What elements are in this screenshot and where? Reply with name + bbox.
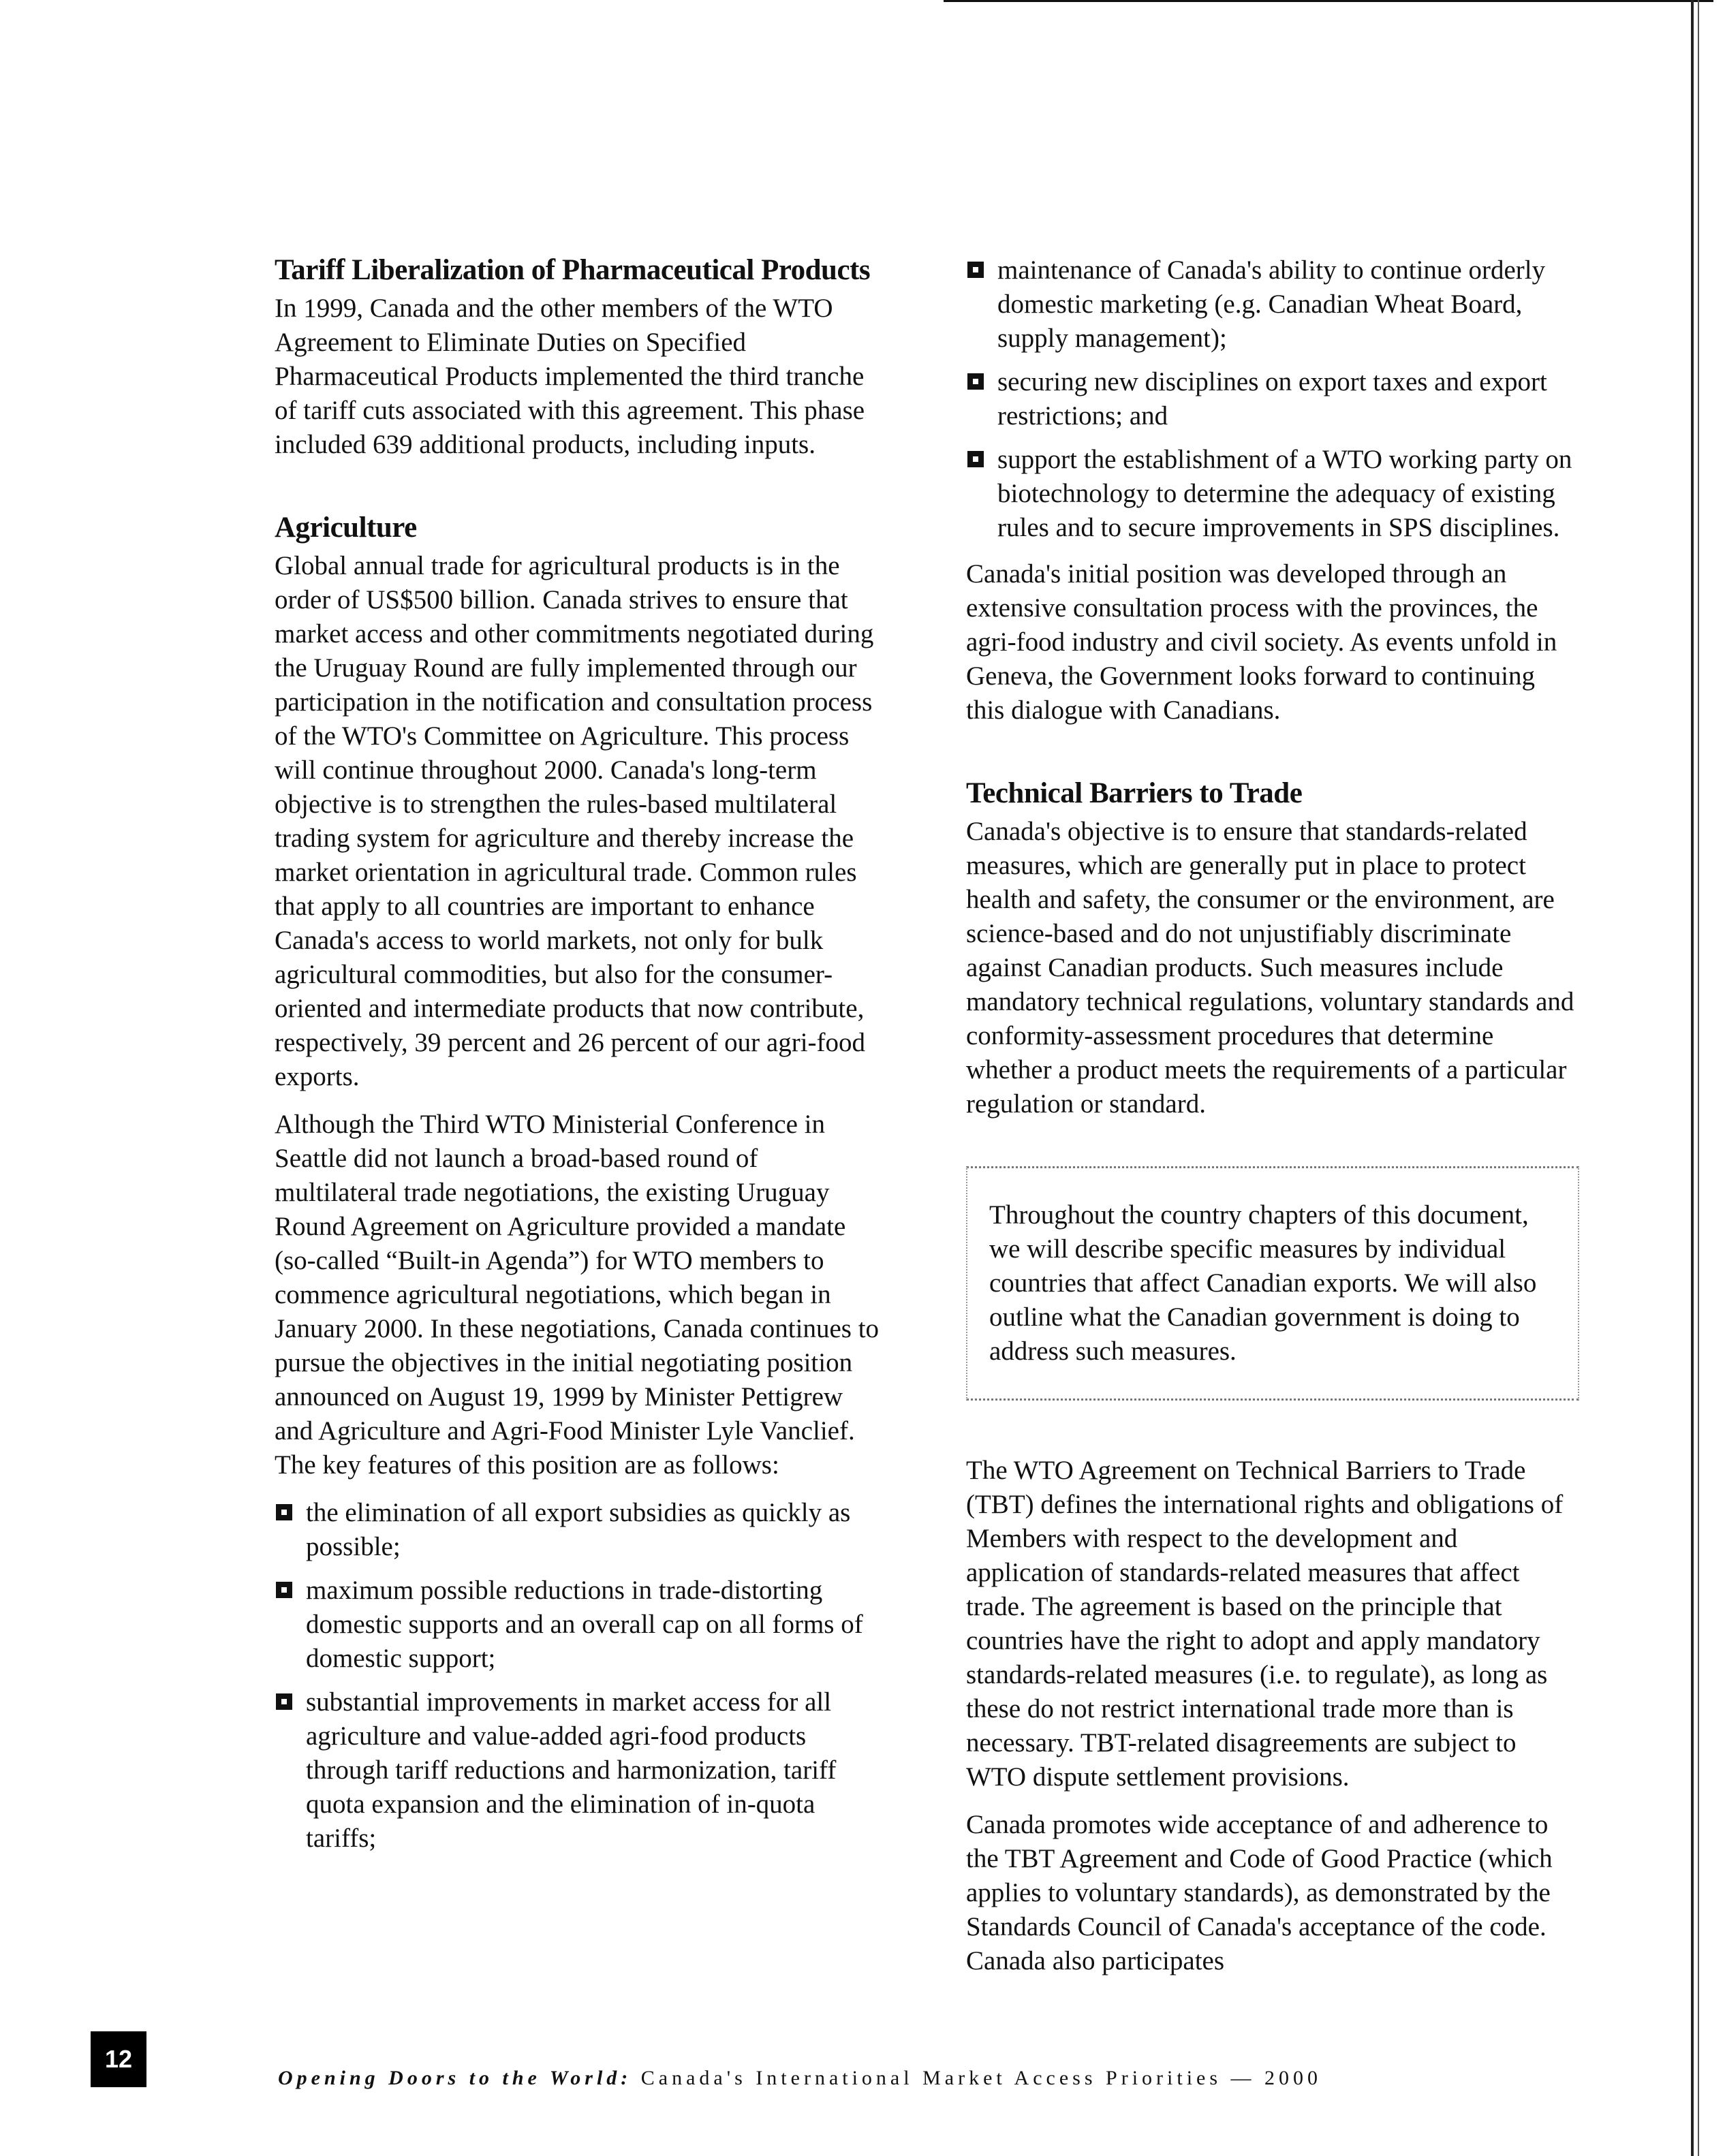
- paragraph-pharmaceutical: In 1999, Canada and the other members of the WTO Agreement to Eliminate Duties on Specified Pharmaceutical Products implemented the third tranche of tariff cuts associated with this agreement. This phase included 639 additional products, including inputs.: [275, 294, 865, 459]
- paragraph-technical-barriers: Canada's objective is to ensure that standards-related measures, which are generally put in place to protect health and safety, the consumer or the environment, are science-based and do not unjustifiably discriminate against Canadian products. Such measures include mandatory technical regulations, voluntary standards and conformity-assessment procedures that determine whether a product meets the requirements of a particular regulation or standard.: [966, 817, 1574, 1119]
- heading-technical-barriers: Technical Barriers to Trade: [966, 777, 1303, 809]
- square-bullet-icon: [276, 1582, 292, 1598]
- list-item: support the establishment of a WTO working party on biotechnology to determine the adequacy of existing rules and to secure improvements in SPS disciplines.: [966, 443, 1579, 545]
- square-bullet-icon: [967, 451, 984, 467]
- list-item: substantial improvements in market access for all agriculture and value-added agri-food products through tariff reductions and harmonization, tariff quota expansion and the elimination of in-quota tariffs;: [275, 1685, 884, 1856]
- right-column: [966, 253, 1579, 1992]
- square-bullet-icon: [967, 262, 984, 278]
- agriculture-bullet-list-continued: [966, 253, 1579, 545]
- heading-pharmaceutical: Tariff Liberalization of Pharmaceutical Products: [275, 254, 871, 286]
- scan-edge-right-inner: [1698, 0, 1699, 2156]
- footer-title-italic: Opening Doors to the World:: [278, 2067, 632, 2089]
- list-item: securing new disciplines on export taxes and export restrictions; and: [966, 365, 1579, 433]
- running-footer: [278, 2067, 1322, 2090]
- paragraph-agriculture-1: Global annual trade for agricultural products is in the order of US$500 billion. Canada strives to ensure that market access and other commitments negotiated during the Uruguay Round are fully implemented through our participation in the notification and consultation process of the WTO's Committee on Agriculture. This process will continue throughout 2000. Canada's long-term objective is to strengthen the rules-based multilateral trading system for agriculture and thereby increase the market orientation in agricultural trade. Common rules that apply to all countries are important to enhance Canada's access to world markets, not only for bulk agricultural commodities, but also for the consumer-oriented and intermediate products that now contribute, respectively, 39 percent and 26 percent of our agri-food exports.: [275, 551, 874, 1091]
- scan-edge-right: [1691, 0, 1694, 2156]
- list-item: maximum possible reductions in trade-distorting domestic supports and an overall cap on all forms of domestic support;: [275, 1574, 884, 1676]
- paragraph-tbt-promotion: Canada promotes wide acceptance of and adherence to the TBT Agreement and Code of Good Practice (which applies to voluntary standards), as demonstrated by the Standards Council of Canada's acceptance of the code. Canada also participates: [966, 1810, 1553, 1975]
- paragraph-tbt-agreement: The WTO Agreement on Technical Barriers to Trade (TBT) defines the international rights and obligations of Members with respect to the development and application of standards-related measures that affect trade. The agreement is based on the principle that countries have the right to adopt and apply mandatory standards-related measures (i.e. to regulate), as long as these do not restrict international trade more than is necessary. TBT-related disagreements are subject to WTO dispute settlement provisions.: [966, 1456, 1564, 1792]
- square-bullet-icon: [967, 373, 984, 390]
- square-bullet-icon: [276, 1693, 292, 1710]
- callout-text: Throughout the country chapters of this document, we will describe specific measures by individual countries that affect Canadian exports. We will also outline what the Canadian government is doing to address such measures.: [989, 1200, 1537, 1366]
- square-bullet-icon: [276, 1504, 292, 1520]
- list-item: the elimination of all export subsidies as quickly as possible;: [275, 1496, 884, 1564]
- agriculture-bullet-list: [275, 1496, 884, 1856]
- footer-title-rest: Canada's International Market Access Priorities — 2000: [640, 2067, 1322, 2089]
- list-item: maintenance of Canada's ability to continue orderly domestic marketing (e.g. Canadian Wheat Board, supply management);: [966, 253, 1579, 356]
- page-number: 12: [91, 2031, 146, 2087]
- callout-box: [966, 1166, 1579, 1401]
- scan-edge-top: [944, 0, 1713, 2]
- left-column: [275, 253, 884, 1868]
- paragraph-initial-position: Canada's initial position was developed through an extensive consultation process with the provinces, the agri-food industry and civil society. As events unfold in Geneva, the Government looks forward to continuing this dialogue with Canadians.: [966, 559, 1557, 725]
- paragraph-agriculture-2: Although the Third WTO Ministerial Conference in Seattle did not launch a broad-based round of multilateral trade negotiations, the existing Uruguay Round Agreement on Agriculture provided a mandate (so-called “Built-in Agenda”) for WTO members to commence agricultural negotiations, which began in January 2000. In these negotiations, Canada continues to pursue the objectives in the initial negotiating position announced on August 19, 1999 by Minister Pettigrew and Agriculture and Agri-Food Minister Lyle Vanclief. The key features of this position are as follows:: [275, 1110, 880, 1480]
- heading-agriculture: Agriculture: [275, 512, 417, 544]
